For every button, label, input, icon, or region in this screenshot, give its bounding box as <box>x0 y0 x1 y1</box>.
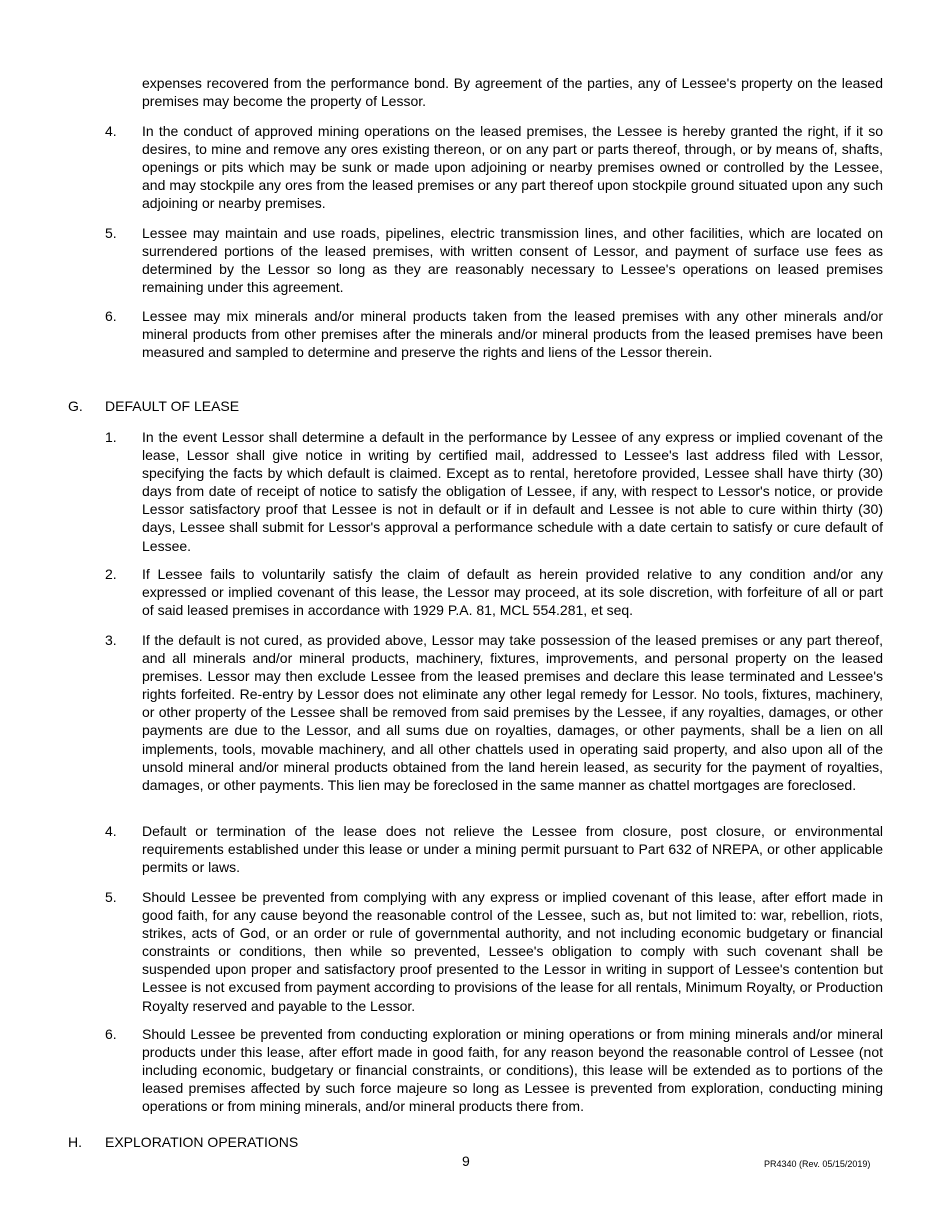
item-text: If Lessee fails to voluntarily satisfy the claim of default as herein provided relative to any condition and/or any expressed or implied covenant of this lease, the Lessor may proceed, at its sole discretion, with forfeiture of all or part of said leased premises in accordance with 1929 P.A. 81, MCL 554.281, et seq. <box>142 566 883 619</box>
item-number: 6. <box>105 1026 117 1042</box>
item-text: Should Lessee be prevented from complying with any express or implied covenant of this lease, after effort made in good faith, for any cause beyond the reasonable control of the Lessee, such as, but not limited to: war, rebellion, riots, strikes, acts of God, or an order or rule of governmental authority, and not including economic budgetary or financial constraints or conditions, then while so prevented, Lessee's obligation to comply with such covenant shall be suspended upon proper and satisfactory proof presented to the Lessor in writing in support of Lessee's contention but Lessee is not excused from payment according to provisions of the lease for all rentals, Minimum Royalty, or Production Royalty reserved and payable to the Lessor. <box>142 889 883 1014</box>
continuation-paragraph: expenses recovered from the performance bond. By agreement of the parties, any of Lessee's property on the leased premises may become the property of Lessor. <box>142 75 883 110</box>
section-g-item-1 <box>105 428 883 555</box>
section-letter: H. <box>68 1134 82 1150</box>
page-number: 9 <box>462 1153 470 1169</box>
section-f-item-4 <box>105 122 883 212</box>
item-number: 5. <box>105 225 117 241</box>
section-h-heading <box>68 1133 298 1151</box>
section-title: DEFAULT OF LEASE <box>105 398 240 414</box>
section-f-item-6 <box>105 307 883 361</box>
item-text: Lessee may mix minerals and/or mineral products taken from the leased premises with any other minerals and/or mineral products from other premises after the minerals and/or mineral products from the leased premises have been measured and sampled to determine and preserve the rights and liens of the Lessor therein. <box>142 308 883 361</box>
section-g-item-5 <box>105 888 883 1015</box>
item-number: 3. <box>105 632 117 648</box>
item-number: 4. <box>105 823 117 839</box>
item-text: In the conduct of approved mining operations on the leased premises, the Lessee is hereby granted the right, if it so desires, to mine and remove any ores existing thereon, or on any part or parts thereof, through, or by means of, shafts, openings or pits which may be sunk or made upon adjoining or nearby premises owned or controlled by the Lessee, and may stockpile any ores from the leased premises or any part thereof upon stockpile ground situated upon any such adjoining or nearby premises. <box>142 123 883 212</box>
section-title: EXPLORATION OPERATIONS <box>105 1134 299 1150</box>
item-number: 4. <box>105 123 117 139</box>
section-f-item-5 <box>105 224 883 296</box>
form-id: PR4340 (Rev. 05/15/2019) <box>764 1159 871 1169</box>
item-text: Lessee may maintain and use roads, pipelines, electric transmission lines, and other facilities, which are located on surrendered portions of the leased premises, with written consent of Lessor, and payment of surface use fees as determined by the Lessor so long as they are reasonably necessary to Lessee's operations on leased premises remaining under this agreement. <box>142 225 883 296</box>
section-g-item-3 <box>105 631 883 794</box>
item-text: Should Lessee be prevented from conducting exploration or mining operations or from mining minerals and/or mineral products under this lease, after effort made in good faith, for any reason beyond the reasonable control of Lessee (not including economic, budgetary or financial constraints, or conditions), this lease will be extended as to portions of the leased premises affected by such force majeure so long as Lessee is prevented from exploration, conducting mining operations or from mining minerals, and/or mineral products there from. <box>142 1026 883 1115</box>
section-g-item-2 <box>105 565 883 619</box>
section-g-item-4 <box>105 822 883 876</box>
section-g-item-6 <box>105 1025 883 1115</box>
section-letter: G. <box>68 398 83 414</box>
item-text: If the default is not cured, as provided above, Lessor may take possession of the leased premises or any part thereof, and all minerals and/or mineral products, machinery, fixtures, improvements, and personal property on the leased premises. Lessor may then exclude Lessee from the leased premises and declare this lease terminated and Lessee's rights forfeited. Re-entry by Lessor does not eliminate any other legal remedy for Lessor. No tools, fixtures, machinery, or other property of the Lessee shall be removed from said premises by the Lessee, if any royalties, damages, or other payments are due to the Lessor, and all sums due on royalties, damages, or other payments, shall be a lien on all implements, tools, movable machinery, and all other chattels used in operating said property, and also upon all of the unsold mineral and/or mineral products obtained from the land herein leased, as security for the payment of royalties, damages, or other payments. This lien may be foreclosed in the same manner as chattel mortgages are foreclosed. <box>142 632 883 793</box>
section-g-heading <box>68 397 239 415</box>
item-number: 6. <box>105 308 117 324</box>
item-number: 2. <box>105 566 117 582</box>
item-number: 1. <box>105 429 117 445</box>
item-text: Default or termination of the lease does not relieve the Lessee from closure, post closure, or environmental requirements established under this lease or under a mining permit pursuant to Part 632 of NREPA, or other applicable permits or laws. <box>142 823 883 876</box>
item-number: 5. <box>105 889 117 905</box>
item-text: In the event Lessor shall determine a default in the performance by Lessee of any express or implied covenant of the lease, Lessor shall give notice in writing by certified mail, addressed to Lessee's last address filed with Lessor, specifying the facts by which default is claimed. Except as to rental, heretofore provided, Lessee shall have thirty (30) days from date of receipt of notice to satisfy the obligation of Lessee, if any, with respect to Lessor's notice, or provide Lessor satisfactory proof that Lessee is not in default or if in default and Lessee is not able to cure within thirty (30) days, Lessee shall submit for Lessor's approval a performance schedule with a date certain to satisfy or cure default of Lessee. <box>142 429 883 554</box>
